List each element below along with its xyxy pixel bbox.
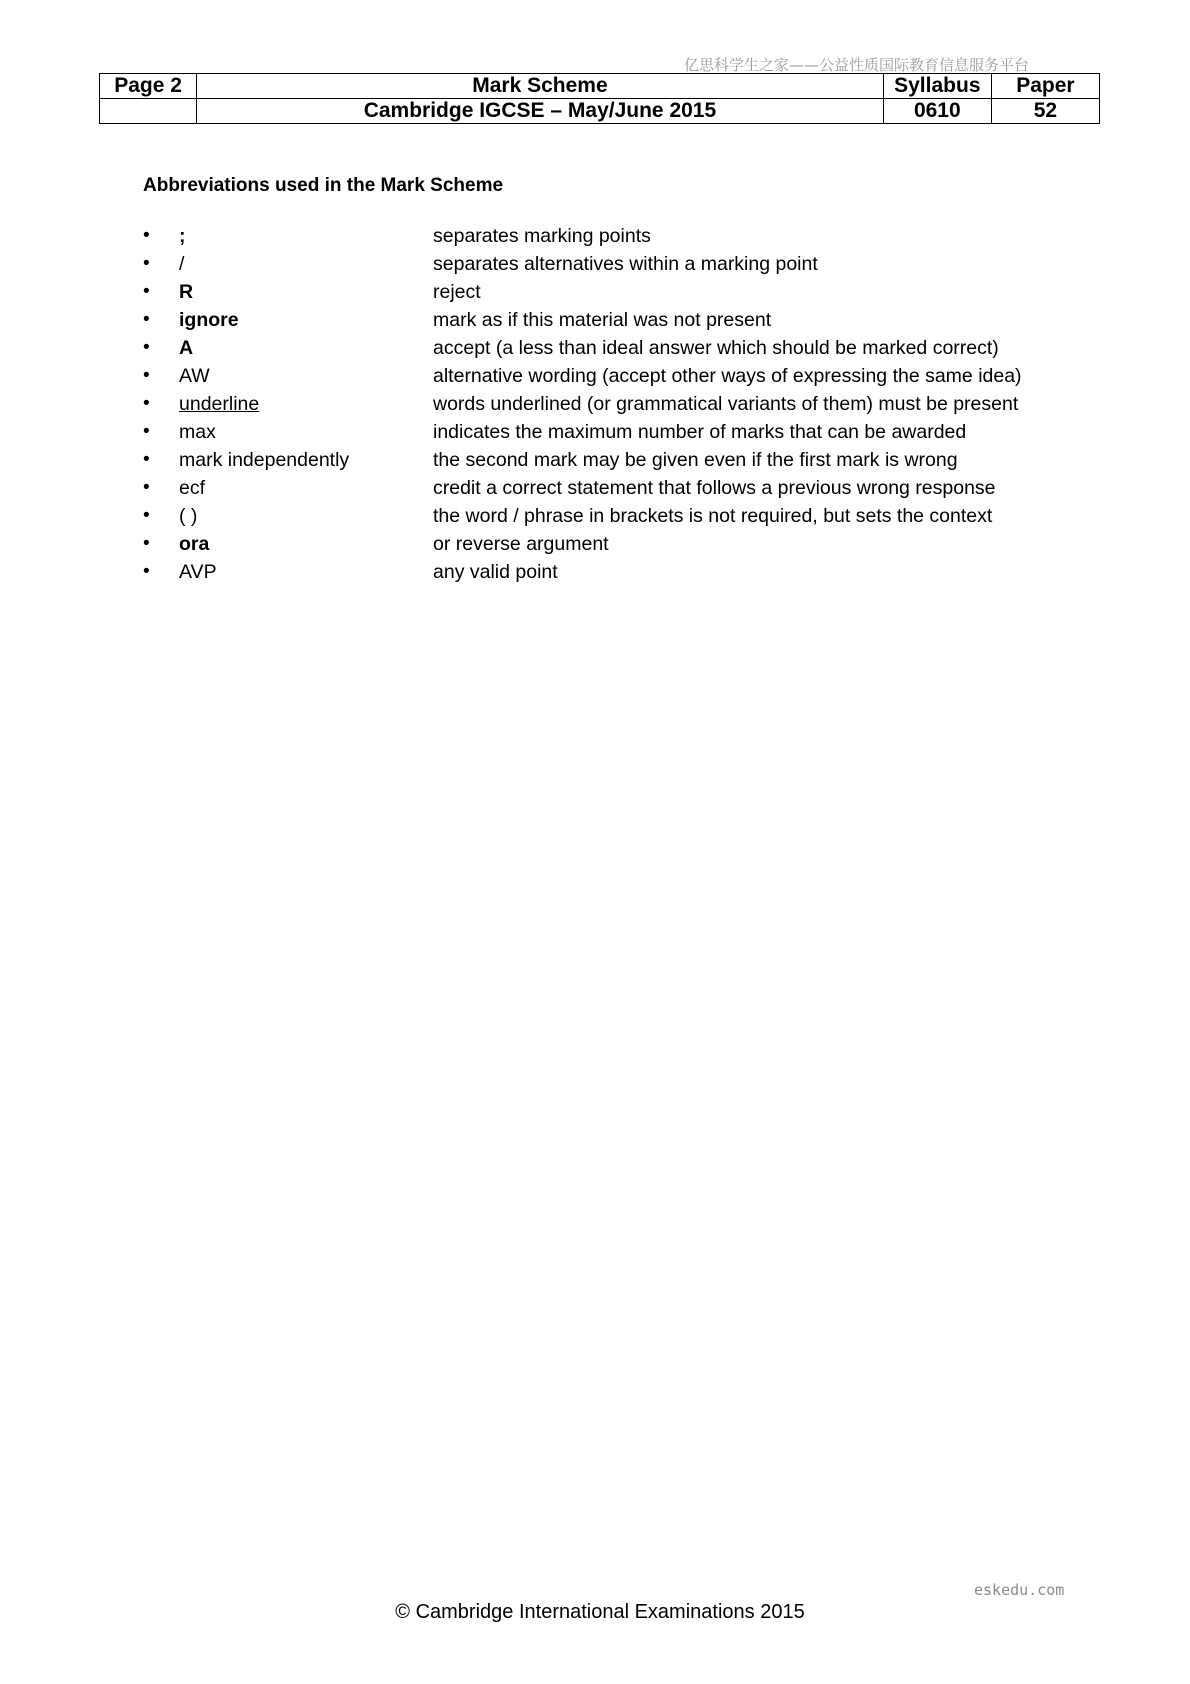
abbreviation-term: max	[179, 421, 216, 443]
abbreviation-term: ecf	[179, 477, 206, 499]
abbreviation-term: ( )	[179, 505, 198, 527]
page-number-blank	[100, 99, 197, 124]
document-title: Mark Scheme	[197, 74, 884, 99]
abbreviation-description: any valid point	[433, 561, 558, 583]
abbreviation-term: ;	[179, 225, 186, 247]
document-subtitle: Cambridge IGCSE – May/June 2015	[197, 99, 884, 124]
abbreviation-term: AW	[179, 365, 210, 387]
abbreviation-description: the second mark may be given even if the first mark is wrong	[433, 449, 958, 471]
bullet: •	[143, 561, 150, 582]
abbreviation-term: AVP	[179, 561, 217, 583]
abbreviation-description: indicates the maximum number of marks that can be awarded	[433, 421, 967, 443]
abbreviation-description: separates marking points	[433, 225, 651, 247]
paper-value: 52	[991, 99, 1099, 124]
bullet: •	[143, 505, 150, 526]
abbreviation-term: mark independently	[179, 449, 350, 471]
abbreviation-description: reject	[433, 281, 481, 303]
abbreviation-term: ignore	[179, 309, 239, 331]
bullet: •	[143, 533, 150, 554]
bullet: •	[143, 421, 150, 442]
abbreviation-description: or reverse argument	[433, 533, 609, 555]
abbreviation-description: separates alternatives within a marking point	[433, 253, 818, 275]
watermark-bottom: eskedu.com	[974, 1581, 1065, 1599]
bullet: •	[143, 449, 150, 470]
abbreviation-term: underline	[179, 393, 260, 415]
abbreviation-description: alternative wording (accept other ways of expressing the same idea)	[433, 365, 1022, 387]
copyright-footer: © Cambridge International Examinations 2015	[395, 1601, 805, 1623]
abbreviation-description: credit a correct statement that follows a previous wrong response	[433, 477, 996, 499]
syllabus-value: 0610	[883, 99, 991, 124]
bullet: •	[143, 225, 150, 246]
syllabus-label: Syllabus	[883, 74, 991, 99]
bullet: •	[143, 281, 150, 302]
bullet: •	[143, 253, 150, 274]
bullet: •	[143, 365, 150, 386]
abbreviation-term: A	[179, 337, 194, 359]
abbreviation-description: the word / phrase in brackets is not required, but sets the context	[433, 505, 993, 527]
abbreviation-description: mark as if this material was not present	[433, 309, 772, 331]
header-table	[99, 73, 1100, 124]
abbreviation-term: R	[179, 281, 194, 303]
abbreviation-term: ora	[179, 533, 210, 555]
bullet: •	[143, 393, 150, 414]
bullet: •	[143, 337, 150, 358]
header-row-values	[100, 99, 1100, 124]
abbreviation-description: accept (a less than ideal answer which should be marked correct)	[433, 337, 999, 359]
bullet: •	[143, 309, 150, 330]
section-title: Abbreviations used in the Mark Scheme	[143, 175, 504, 196]
abbreviation-description: words underlined (or grammatical variants of them) must be present	[433, 393, 1019, 415]
bullet: •	[143, 477, 150, 498]
paper-label: Paper	[991, 74, 1099, 99]
header-row-labels	[100, 74, 1100, 99]
abbreviation-term: /	[179, 253, 185, 275]
watermark-top: 亿思科学生之家——公益性质国际教育信息服务平台	[684, 56, 1030, 74]
page-number: Page 2	[100, 74, 197, 99]
